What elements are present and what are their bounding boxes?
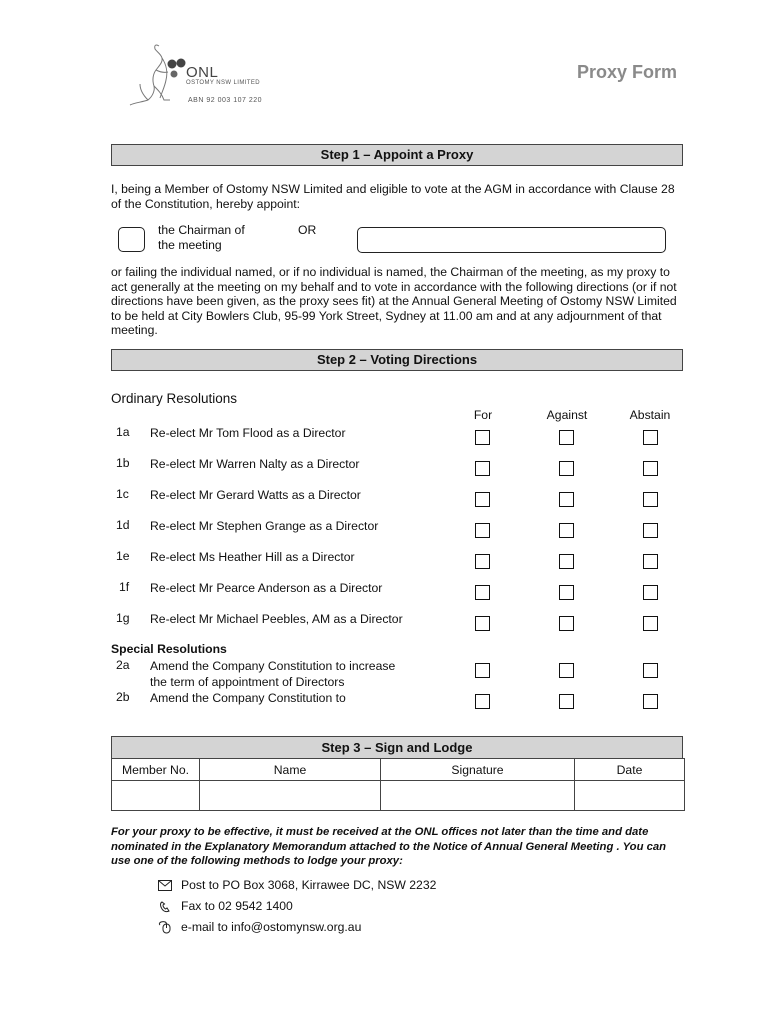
chairman-checkbox[interactable]: [118, 227, 145, 252]
chairman-label-line2: the meeting: [158, 238, 222, 252]
date-header: Date: [575, 759, 685, 781]
vote-against-checkbox[interactable]: [559, 663, 574, 678]
name-field[interactable]: [200, 781, 381, 811]
step1-body: or failing the individual named, or if no individual is named, the Chairman of the meeting, as my proxy to act generally at the meeting on my behalf and to vote in accordance with the following directions (or if not directions have been given, as the proxy sees fit) at the Annual General Meeting of Ostomy NSW Limited to be held at City Bowlers Club, 95-99 York Street, Sydney at 11.00 am and at any adjournment of that meeting.: [111, 265, 677, 337]
resolution-number: 2a: [116, 658, 130, 672]
step3-header: Step 3 – Sign and Lodge: [111, 736, 683, 759]
step1-header: Step 1 – Appoint a Proxy: [111, 144, 683, 166]
resolution-number: 1a: [116, 425, 130, 439]
abn-number: ABN 92 003 107 220: [188, 97, 262, 104]
resolution-number: 1d: [116, 518, 130, 532]
resolution-text-line2: the term of appointment of Directors: [150, 675, 345, 689]
proxy-name-field[interactable]: [357, 227, 666, 253]
vote-abstain-checkbox[interactable]: [643, 430, 658, 445]
resolution-text: Re-elect Mr Tom Flood as a Director: [150, 426, 346, 440]
vote-for-checkbox[interactable]: [475, 492, 490, 507]
vote-for-checkbox[interactable]: [475, 694, 490, 709]
sign-table: [111, 758, 685, 811]
date-field[interactable]: [575, 781, 685, 811]
method-fax: Fax to 02 9542 1400: [181, 899, 293, 913]
vote-against-checkbox[interactable]: [559, 554, 574, 569]
vote-abstain-checkbox[interactable]: [643, 492, 658, 507]
step1-intro: I, being a Member of Ostomy NSW Limited and eligible to vote at the AGM in accordance with Clause 28 of the Constitution, hereby appoint:: [111, 182, 675, 211]
vote-against-checkbox[interactable]: [559, 430, 574, 445]
resolution-number: 1e: [116, 549, 130, 563]
vote-for-checkbox[interactable]: [475, 430, 490, 445]
chairman-label-line1: the Chairman of: [158, 223, 245, 237]
resolution-number: 2b: [116, 690, 130, 704]
page-title: Proxy Form: [576, 62, 677, 82]
vote-against-checkbox[interactable]: [559, 492, 574, 507]
resolution-number: 1b: [116, 456, 130, 470]
envelope-icon: [158, 880, 172, 891]
org-abbrev: ONL: [186, 64, 219, 81]
resolution-number: 1f: [119, 580, 130, 594]
mouse-icon: [158, 920, 172, 934]
vote-against-checkbox[interactable]: [559, 523, 574, 538]
vote-against-checkbox[interactable]: [559, 585, 574, 600]
vote-for-checkbox[interactable]: [475, 616, 490, 631]
resolution-number: 1c: [116, 487, 129, 501]
resolution-text-line1: Amend the Company Constitution to increase: [150, 659, 396, 673]
vote-abstain-checkbox[interactable]: [643, 663, 658, 678]
vote-abstain-checkbox[interactable]: [643, 694, 658, 709]
resolution-text: Re-elect Mr Warren Nalty as a Director: [150, 457, 360, 471]
name-header: Name: [200, 759, 381, 781]
vote-for-checkbox[interactable]: [475, 461, 490, 476]
vote-abstain-checkbox[interactable]: [643, 616, 658, 631]
or-label: OR: [298, 223, 317, 237]
lodge-note: For your proxy to be effective, it must be received at the ONL offices not later than the time and date nominated in the Explanatory Memorandum attached to the Notice of Annual General Meeting . You can use one of the following methods to lodge your proxy:: [111, 826, 667, 867]
vote-against-checkbox[interactable]: [559, 616, 574, 631]
member-no-field[interactable]: [112, 781, 200, 811]
vote-for-checkbox[interactable]: [475, 585, 490, 600]
vote-for-checkbox[interactable]: [475, 523, 490, 538]
column-for: For: [473, 408, 493, 422]
resolution-text: Re-elect Mr Stephen Grange as a Director: [150, 519, 379, 533]
method-email: e-mail to info@ostomynsw.org.au: [181, 920, 362, 934]
method-post: Post to PO Box 3068, Kirrawee DC, NSW 2232: [181, 878, 437, 892]
step2-header: Step 2 – Voting Directions: [111, 349, 683, 371]
resolution-text-line1: Amend the Company Constitution to: [150, 691, 346, 705]
ordinary-resolutions-heading: Ordinary Resolutions: [111, 391, 238, 406]
signature-header: Signature: [381, 759, 575, 781]
resolution-text: Re-elect Ms Heather Hill as a Director: [150, 550, 355, 564]
vote-abstain-checkbox[interactable]: [643, 585, 658, 600]
signature-field[interactable]: [381, 781, 575, 811]
vote-abstain-checkbox[interactable]: [643, 461, 658, 476]
vote-abstain-checkbox[interactable]: [643, 554, 658, 569]
phone-icon: [159, 901, 171, 913]
vote-against-checkbox[interactable]: [559, 461, 574, 476]
resolution-number: 1g: [116, 611, 130, 625]
resolution-text: Re-elect Mr Michael Peebles, AM as a Director: [150, 612, 403, 626]
column-against: Against: [546, 408, 588, 422]
vote-against-checkbox[interactable]: [559, 694, 574, 709]
vote-for-checkbox[interactable]: [475, 663, 490, 678]
member-no-header: Member No.: [112, 759, 200, 781]
vote-abstain-checkbox[interactable]: [643, 523, 658, 538]
special-resolutions-heading: Special Resolutions: [111, 642, 227, 656]
org-full-name: OSTOMY NSW LIMITED: [186, 80, 260, 86]
resolution-text: Re-elect Mr Pearce Anderson as a Director: [150, 581, 383, 595]
resolution-text: Re-elect Mr Gerard Watts as a Director: [150, 488, 361, 502]
column-abstain: Abstain: [629, 408, 671, 422]
vote-for-checkbox[interactable]: [475, 554, 490, 569]
